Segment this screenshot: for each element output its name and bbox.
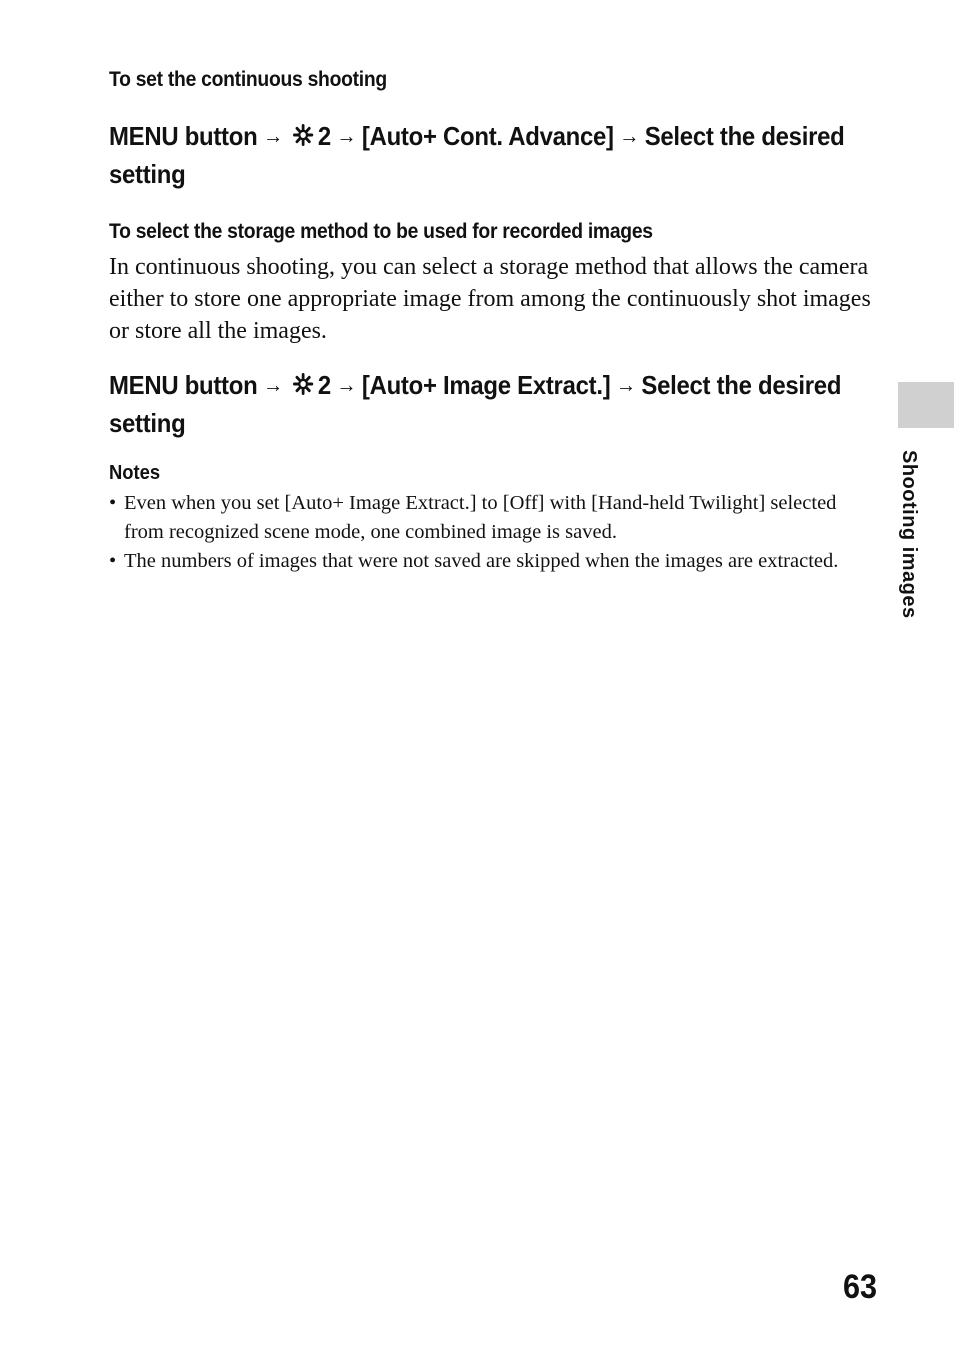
menu-path-start: MENU button [109,121,258,151]
arrow-icon: → [336,372,357,397]
menu-path-end: Select the desired setting [109,370,842,438]
menu-path-start: MENU button [109,370,258,400]
menu-item-name: [Auto+ Cont. Advance] [361,121,614,151]
menu-path-image-extract [109,367,845,441]
notes-title: Notes [109,462,161,484]
bullet-icon: • [109,492,117,514]
menu-path-end: Select the desired setting [109,121,845,189]
gear-icon [292,372,314,396]
arrow-icon: → [336,123,357,148]
menu-item-name: [Auto+ Image Extract.] [361,370,611,400]
notes-list [109,489,849,576]
arrow-icon: → [262,123,283,148]
section-heading-continuous-shooting: To set the continuous shooting [109,68,387,91]
note-text: Even when you set [Auto+ Image Extract.] to [Off] with [Hand-held Twilight] selected from recognized scene mode, one combined image is saved. [124,492,837,543]
list-item [109,489,849,547]
list-item [109,547,849,576]
chapter-tab-label: Shooting images [898,450,920,619]
arrow-icon: → [619,123,640,148]
arrow-icon: → [615,372,636,397]
menu-tab-number: 2 [317,370,331,400]
menu-tab-number: 2 [317,121,331,151]
gear-icon [292,123,314,147]
page-number: 63 [843,1268,878,1306]
bullet-icon: • [109,550,117,572]
menu-path-cont-advance [109,118,845,192]
arrow-icon: → [262,372,283,397]
storage-method-description: In continuous shooting, you can select a storage method that allows the camera either to store one appropriate image from among the continuously shot images or store all the images. [109,254,871,344]
note-text: The numbers of images that were not saved are skipped when the images are extracted. [124,550,839,572]
section-heading-storage-method: To select the storage method to be used for recorded images [109,220,653,243]
chapter-tab-marker [898,382,954,428]
